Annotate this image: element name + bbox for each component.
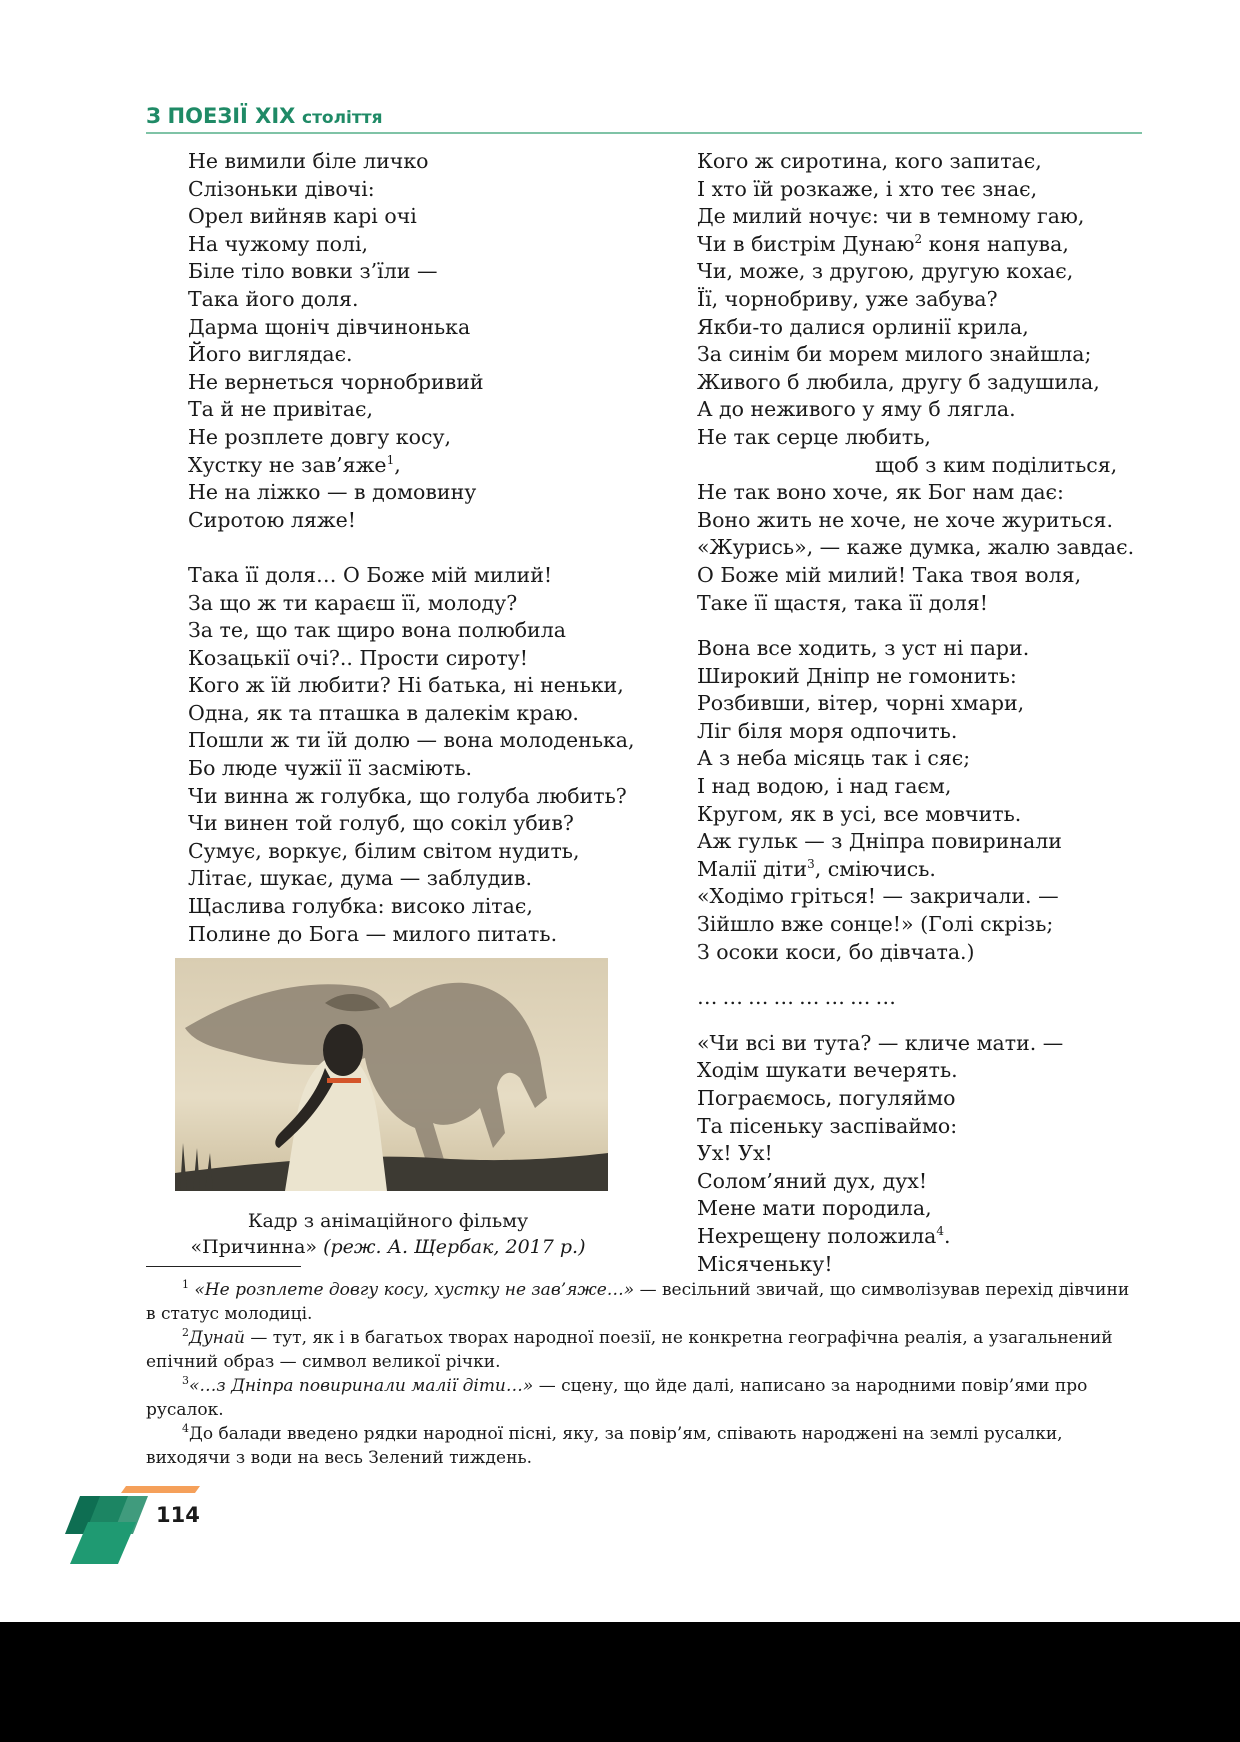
illustration-caption xyxy=(168,1208,608,1260)
footnote-text: До балади введено рядки народної пісні, яку, за повір’ям, співають народжені на землі русалки, виходячи з води на весь Зелений тиждень. xyxy=(146,1424,1063,1468)
footnote-text: — сцену, що йде далі, написано за народними повір’ями про русалок. xyxy=(146,1376,1088,1420)
poem-line: Така його доля. xyxy=(188,286,359,311)
poem-line: Та пісеньку заспіваймо: xyxy=(697,1113,958,1138)
poem-line xyxy=(697,1223,1134,1251)
poem-line-text: Малії діти xyxy=(697,856,808,881)
poem-line: Та й не привітає, xyxy=(188,397,374,422)
footnote-number: 2 xyxy=(182,1326,189,1339)
poem-line: Зійшло вже сонце!» (Голі скрізь; xyxy=(697,912,1054,937)
poem-line: Пограємось, погуляймо xyxy=(697,1086,956,1110)
poem-line: Не так воно хоче, як Бог нам дає: xyxy=(697,480,1064,505)
poem-line: Кого ж їй любити? Ні батька, ні неньки, xyxy=(188,673,624,698)
poem-line-text: , сміючись. xyxy=(814,856,936,881)
footnote-number: 4 xyxy=(182,1422,189,1435)
footnote-ref: 4 xyxy=(936,1223,945,1238)
poem-line: Ух! Ух! xyxy=(697,1141,773,1166)
poem-line: За синім би морем милого знайшла; xyxy=(697,342,1092,367)
poem-line: Вона все ходить, з уст ні пари. xyxy=(697,636,1030,661)
poem-line-text: коня напува, xyxy=(922,231,1069,256)
poem-line: Така її доля… О Боже мій милий! xyxy=(188,562,553,587)
poem-line: «Чи всі ви тута? — кличе мати. — xyxy=(697,1030,1064,1055)
footnote-term: Дунай xyxy=(189,1328,245,1348)
poem-line xyxy=(697,856,1134,884)
footnote xyxy=(146,1374,1142,1422)
footnote-text: — тут, як і в багатьох творах народної поезії, не конкретна географічна реалія, а узагальнений епічний образ — символ великої річки. xyxy=(146,1328,1113,1372)
stanza-break xyxy=(697,966,1134,984)
poem-line: Його виглядає. xyxy=(188,342,353,367)
poem-line: «Ходімо гріться! — закричали. — xyxy=(697,884,1059,909)
poem-line: Місяченьку! xyxy=(697,1251,833,1276)
poem-line: О Боже мій милий! Така твоя воля, xyxy=(697,562,1082,587)
poem-line: За те, що так щиро вона полюбила xyxy=(188,618,566,643)
page-number: 114 xyxy=(156,1503,200,1527)
poem-line: Воно жить не хоче, не хоче журиться. xyxy=(697,507,1113,532)
poem-line-text: . xyxy=(944,1223,951,1248)
poem-line: Мене мати породила, xyxy=(697,1196,932,1221)
poem-line: І хто їй розкаже, і хто теє знає, xyxy=(697,176,1038,201)
poem-left-column xyxy=(188,148,635,948)
poem-line-indented: щоб з ким поділиться, xyxy=(875,452,1118,477)
poem-line: І над водою, і над гаєм, xyxy=(697,774,952,799)
footnote-ref: 2 xyxy=(914,231,923,246)
ellipsis-divider: …………………… xyxy=(697,985,901,1010)
poem-line: Її, чорнобриву, уже забува? xyxy=(697,286,998,311)
poem-line: Ходім шукати вечерять. xyxy=(697,1058,958,1083)
caption-line xyxy=(168,1234,608,1260)
poem-line: Не вимили біле личко xyxy=(188,149,429,173)
poem-line: Де милий ночує: чи в темному гаю, xyxy=(697,204,1085,229)
stanza-break xyxy=(697,1012,1134,1030)
poem-line: З осоки коси, бо дівчата.) xyxy=(697,939,975,964)
footnote-term: «…з Дніпра повиринали малії діти…» xyxy=(189,1376,534,1396)
poem-line: Солом’яний дух, дух! xyxy=(697,1168,928,1193)
poem-line-text: Хустку не зав’яже xyxy=(188,452,387,477)
poem-line: На чужому полі, xyxy=(188,231,369,256)
poem-line: Ліг біля моря одпочить. xyxy=(697,718,958,743)
footnote xyxy=(146,1326,1142,1374)
header-title: ПОЕЗІЇ XIX xyxy=(167,104,296,128)
poem-line: Пошли ж ти їй долю — вона молоденька, xyxy=(188,728,635,753)
poem-line: А з неба місяць так і сяє; xyxy=(697,746,971,771)
footnote-number: 3 xyxy=(182,1374,189,1387)
caption-line: Кадр з анімаційного фільму xyxy=(247,1210,529,1232)
caption-film-title: «Причинна» xyxy=(190,1236,318,1258)
poem-line: Кругом, як в усі, все мовчить. xyxy=(697,801,1022,826)
poem-line: Розбивши, вітер, чорні хмари, xyxy=(697,691,1025,716)
footnote xyxy=(146,1278,1142,1326)
poem-line: Не вернеться чорнобривий xyxy=(188,369,484,394)
film-still-illustration xyxy=(175,958,608,1191)
stanza-break xyxy=(188,534,635,562)
poem-line: Дарма щоніч дівчинонька xyxy=(188,314,471,339)
poem-line-text: Нехрещену положила xyxy=(697,1223,937,1248)
footnote-number: 1 xyxy=(182,1278,189,1291)
section-header xyxy=(146,104,1142,134)
poem-line: Аж гульк — з Дніпра повиринали xyxy=(697,829,1062,854)
footnote-divider xyxy=(146,1266,301,1267)
poem-line: Живого б любила, другу б задушила, xyxy=(697,369,1100,394)
poem-line: Таке її щастя, така її доля! xyxy=(697,590,988,615)
poem-line: Кого ж сиротина, кого запитає, xyxy=(697,149,1042,173)
poem-line: Полине до Бога — милого питать. xyxy=(188,921,558,946)
poem-line: «Журись», — каже думка, жалю завдає. xyxy=(697,535,1135,560)
poem-line: Літає, шукає, дума — заблудив. xyxy=(188,866,532,891)
poem-line: Якби-то далися орлинії крила, xyxy=(697,314,1029,339)
poem-line: Козацькії очі?.. Прости сироту! xyxy=(188,645,528,670)
poem-line: Чи винен той голуб, що сокіл убив? xyxy=(188,811,574,836)
poem-line: Біле тіло вовки з’їли — xyxy=(188,259,438,284)
poem-line: Сиротою ляже! xyxy=(188,507,357,532)
header-prefix: З xyxy=(146,104,161,128)
poem-line: За що ж ти караєш її, молоду? xyxy=(188,590,518,615)
footnote-term: «Не розплете довгу косу, хустку не зав’яже…» xyxy=(194,1280,635,1300)
poem-line: Орел вийняв карі очі xyxy=(188,204,417,229)
poem-line-text: Чи в бистрім Дунаю xyxy=(697,231,915,256)
footnote-ref: 3 xyxy=(807,856,815,871)
poem-line: Сумує, воркує, білим світом нудить, xyxy=(188,838,580,863)
poem-line: Широкий Дніпр не гомонить: xyxy=(697,663,1017,688)
poem-line: Не розплете довгу косу, xyxy=(188,424,452,449)
footnote-ref: 1 xyxy=(386,452,395,467)
poem-line: Чи, може, з другою, другую кохає, xyxy=(697,259,1074,284)
poem-right-column xyxy=(697,148,1134,1278)
poem-line: Одна, як та пташка в далекім краю. xyxy=(188,700,579,725)
poem-line: Слізоньки дівочі: xyxy=(188,176,375,201)
poem-line: Щаслива голубка: високо літає, xyxy=(188,894,533,919)
stanza-break xyxy=(697,617,1134,635)
footnote-text: — весільний звичай, що символізував перехід дівчини в статус молодиці. xyxy=(146,1280,1130,1324)
poem-line: Не на ліжко — в домовину xyxy=(188,480,477,505)
poem-line: Не так серце любить, xyxy=(697,424,931,449)
footnote xyxy=(146,1422,1142,1470)
caption-credit: (реж. А. Щербак, 2017 р.) xyxy=(323,1236,586,1258)
poem-line: Бо люде чужії її засміють. xyxy=(188,756,473,781)
poem-line: Хустку не зав’яже$^1$, xyxy=(188,452,401,477)
girl-and-horse-image xyxy=(175,958,608,1191)
footnotes-section xyxy=(146,1278,1142,1470)
header-suffix: століття xyxy=(302,108,383,128)
poem-line: А до неживого у яму б лягла. xyxy=(697,397,1016,422)
poem-line: Чи винна ж голубка, що голуба любить? xyxy=(188,783,627,808)
poem-line xyxy=(697,231,1134,259)
